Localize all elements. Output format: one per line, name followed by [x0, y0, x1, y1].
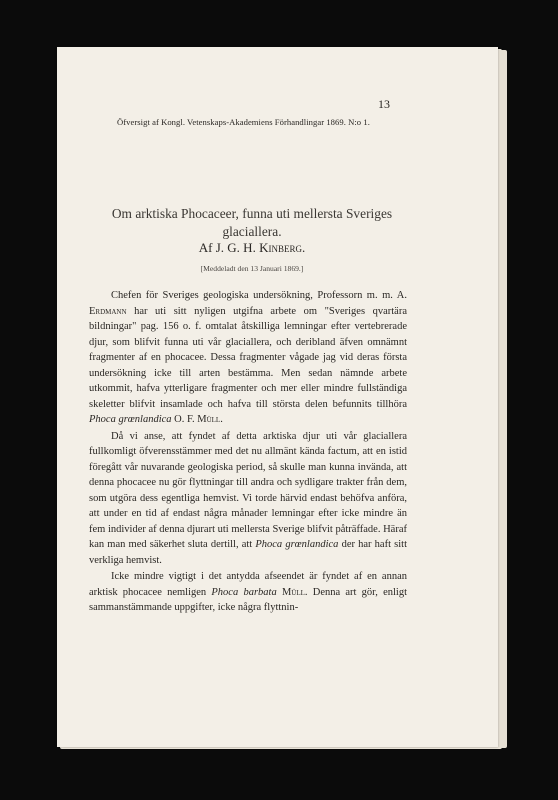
p3-text-b: Denna art gör, enligt sammanstämmande uppgifter, icke några flyttnin- — [89, 586, 408, 613]
article-body — [89, 288, 407, 617]
p3-species: Phoca barbata — [211, 586, 277, 598]
communication-date: [Meddeladt den 13 Januari 1869.] — [200, 264, 304, 273]
author-name: Kinberg. — [259, 240, 306, 255]
paragraph-1 — [89, 288, 407, 428]
p1-species: Phoca grœnlandica — [89, 414, 172, 425]
document-page — [57, 47, 498, 747]
p2-text-b: der har haft sitt verkliga hemvist. — [89, 539, 407, 566]
p1-text-b: har uti sitt nyligen utgifna arbete om "Sveriges qvartära bildningar" pag. 156 o. f. omtalat åtskilliga lemningar efter vertebrerade djur, som blifvit funna uti vår glaciallera, och deribland äfven omnämnt fragmenter af en phocacee. Dessa fragmenter vågade jag vid deras första undersökning icke till arten bestämma. Men sedan nämnde arbete utkommit, hafva ytterligare fragmenter och mer eller mindre fullständiga skeletter blifvit insamlade och hafva till största delen befunnits tillhöra — [89, 305, 407, 410]
paragraph-2 — [89, 429, 407, 569]
page-number: 13 — [378, 97, 390, 111]
paragraph-3 — [89, 569, 407, 616]
author-prefix: Af J. G. H. — [198, 240, 256, 255]
p1-text-a: Chefen för Sveriges geologiska undersökning, Professorn m. m. A. — [111, 290, 407, 301]
p1-author-ref: Erdmann — [89, 305, 127, 317]
p3-text-a: Icke mindre vigtigt i det antydda afseendet är fyndet af en annan arktisk phocacee nemligen — [89, 571, 407, 598]
article-author — [97, 240, 407, 256]
article-title: Om arktiska Phocaceer, funna uti mellersta Sveriges glaciallera. — [111, 206, 393, 239]
p1-species-author: Müll. — [197, 414, 223, 425]
running-header: Öfversigt af Kongl. Vetenskaps-Akademiens Förhandlingar 1869. N:o 1. — [117, 117, 370, 127]
p2-species: Phoca grœnlandica — [255, 539, 339, 550]
p1-text-c: O. F. — [171, 414, 198, 425]
p2-text-a: Då vi anse, att fyndet af detta arktiska djur uti vår glaciallera fullkomligt öfverensstämmer med det nu allmänt kända factum, att en istid föregått vår nuvarande geologiska period, så skulle man kunna invända, att denna phocacee nu gör flyttningar till andra och sydligare trakter från dem, som utgöra dess egentliga hemvist. Vi torde härvid endast behöfva anföra, att under en tid af endast några månader lemningar efter icke mindre än fem individer af denna djurart uti mellersta Sverige blifvit påträffade. Häraf kan man med säkerhet sluta dertill, att — [89, 430, 407, 550]
p3-species-author: Müll. — [281, 586, 308, 598]
